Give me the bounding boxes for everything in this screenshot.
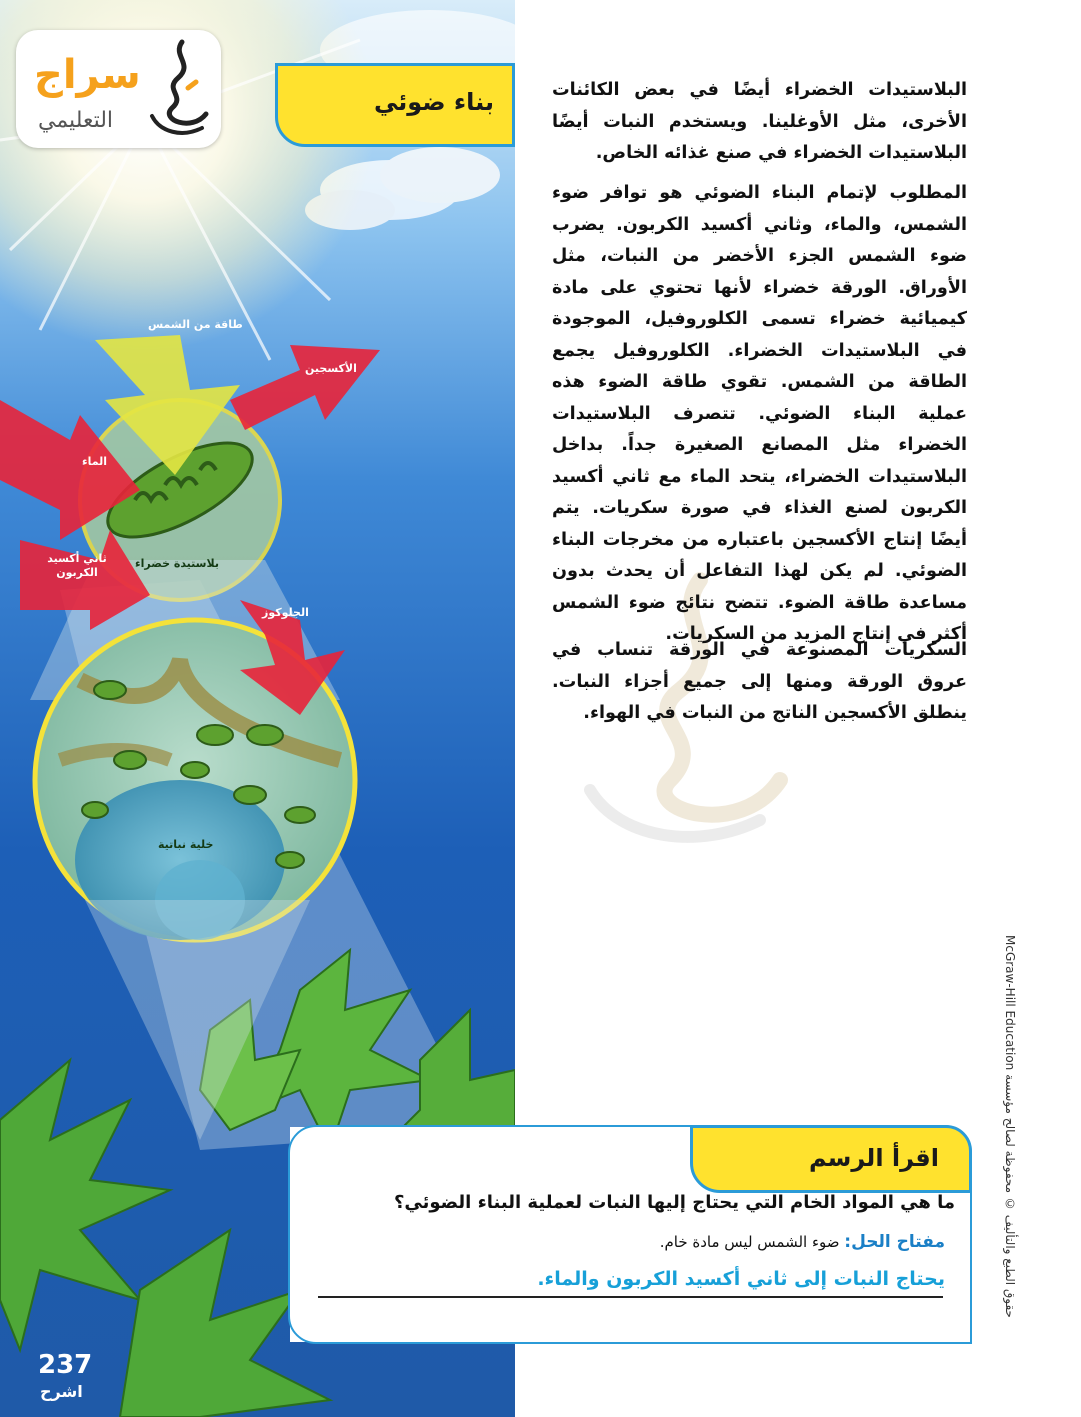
read-diagram-title: اقرأ الرسم	[808, 1144, 939, 1172]
logo-name: سراج	[34, 52, 141, 98]
page-number: 237	[38, 1350, 93, 1380]
label-sun-energy: طاقة من الشمس	[148, 318, 243, 331]
answer-underline	[318, 1296, 943, 1298]
section-title: بناء ضوئي	[374, 88, 494, 116]
paragraph-1: البلاستيدات الخضراء أيضًا في بعض الكائنات الأخرى، مثل الأوغلينا. ويستخدم النبات أيضًا البلاستيدات الخضراء في صنع غذائه الخاص.	[552, 80, 967, 163]
label-chloroplast: بلاستيدة خضراء	[135, 557, 219, 570]
hint-text: ضوء الشمس ليس مادة خام.	[659, 1233, 840, 1251]
copyright-notice	[1003, 935, 1029, 1355]
read-diagram-hint	[330, 1232, 945, 1252]
paragraph-3: السكريات المصنوعة في الورقة تنساب في عروق الورقة ومنها إلى جميع أجزاء النبات. ينطلق الأكسجين الناتج من النبات في الهواء.	[552, 640, 967, 723]
copyright-text: حقوق الطبع والتأليف © محفوظة لصالح مؤسسة McGraw-Hill Education	[1003, 935, 1017, 1318]
oxygen-arrow	[230, 345, 380, 430]
label-glucose: الجلوكوز	[262, 606, 309, 619]
hint-label: مفتاح الحل:	[844, 1232, 945, 1252]
logo	[16, 30, 221, 148]
label-oxygen: الأكسجين	[305, 362, 357, 375]
paragraph-2: المطلوب لإتمام البناء الضوئي هو توافر ضوء الشمس، والماء، وثاني أكسيد الكربون. يضرب ضوء الشمس الجزء الأخضر من النبات، مثل الأوراق. الورقة خضراء لأنها تحتوي على مادة كيميائية خضراء تسمى الكلوروفيل، الموجودة في البلاستيدات الخضراء. الكلوروفيل يجمع الطاقة من الشمس. تقوي طاقة الضوء هذه عملية البناء الضوئي. تتصرف البلاستيدات الخضراء مثل المصانع الصغيرة جداً. بداخل البلاستيدات الخضراء، يتحد الماء مع ثاني أكسيد الكربون لصنع الغذاء في صورة سكريات. يتم أيضًا إنتاج الأكسجين باعتباره من مخرجات البناء الضوئي. لم يكن لهذا التفاعل أن يحدث بدون مساعدة طاقة الضوء. تتضح نتائج ضوء الشمس أكثر في إنتاج المزيد من السكريات.	[552, 183, 967, 644]
section-title-banner	[275, 63, 515, 147]
logo-subtitle: التعليمي	[38, 108, 114, 133]
logo-calligraphy-icon	[142, 36, 214, 142]
label-plant-cell: خلية نباتية	[158, 838, 214, 851]
read-diagram-answer: يحتاج النبات إلى ثاني أكسيد الكربون والماء.	[537, 1268, 945, 1290]
label-water: الماء	[82, 455, 108, 468]
page-section-label: اشرح	[40, 1382, 83, 1401]
read-diagram-question: ما هي المواد الخام التي يحتاج إليها النبات لعملية البناء الضوئي؟	[393, 1192, 955, 1213]
read-diagram-banner	[690, 1125, 972, 1193]
label-co2: ثاني أكسيد الكربون	[47, 552, 107, 579]
